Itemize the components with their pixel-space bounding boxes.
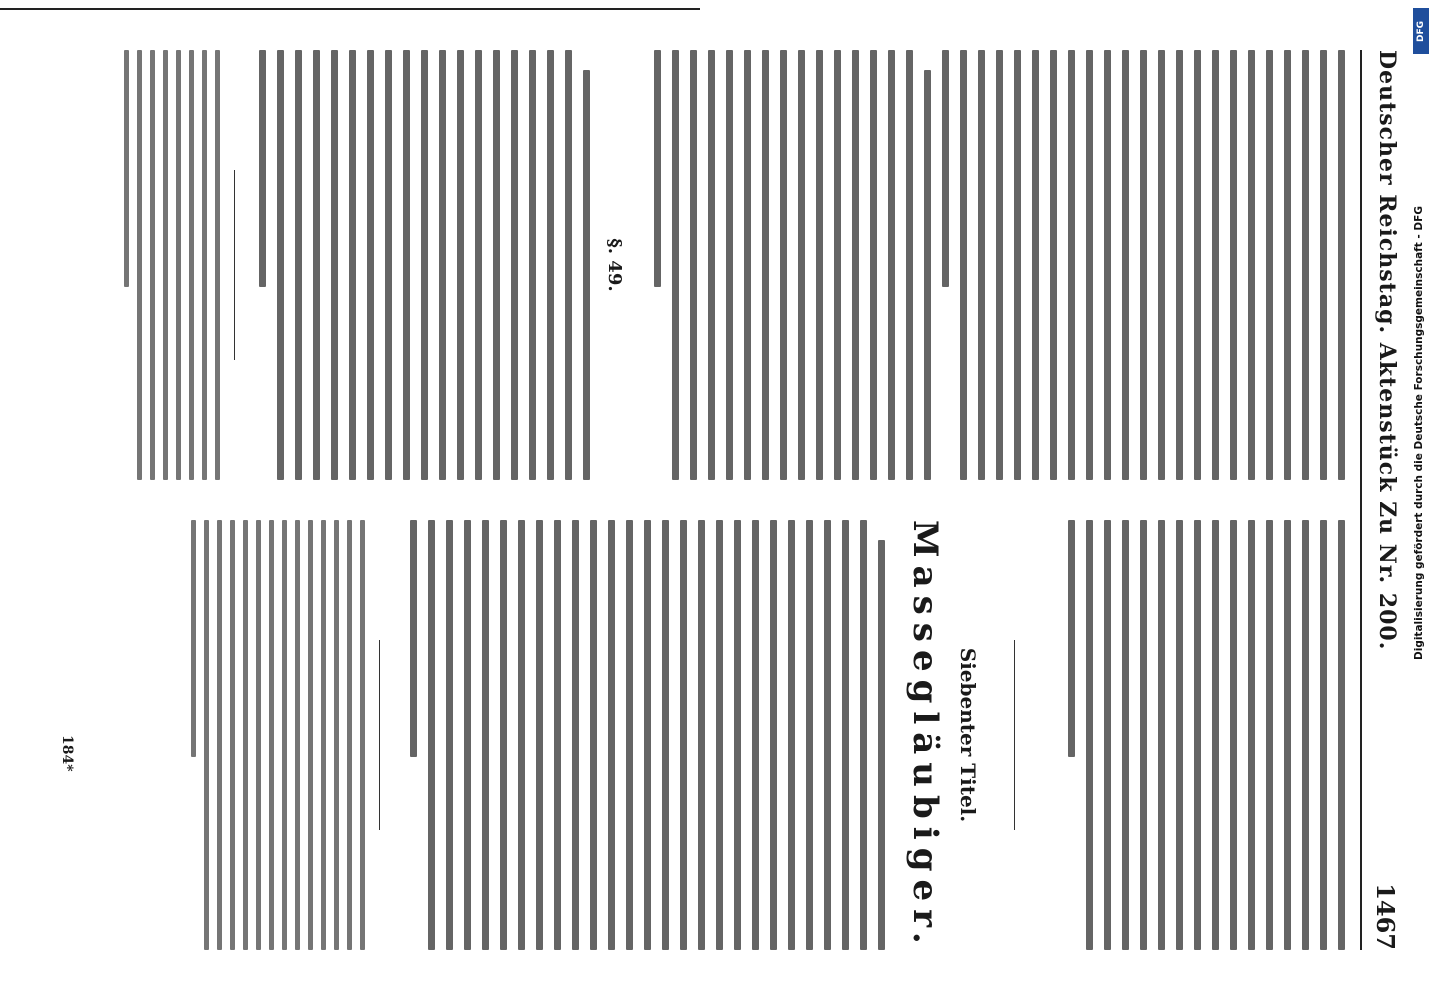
page-number: 1467 (1371, 883, 1400, 950)
body-text-block (1057, 520, 1345, 950)
folio-mark: 184* (59, 735, 75, 772)
funding-note: Digitalisierung gefördert durch die Deutsche Forschungsgemeinschaft - DFG (1413, 206, 1425, 660)
document-page (60, 20, 1420, 980)
column-right (59, 520, 1345, 952)
footnote-rule (379, 640, 380, 830)
body-text-block (643, 50, 1345, 480)
footnote-rule (234, 170, 235, 360)
title-heading: Siebenter Titel. (956, 647, 980, 823)
dfg-badge: DFG (1413, 8, 1429, 54)
body-text-block (399, 520, 885, 950)
body-text-block (248, 50, 590, 480)
footnote-block (116, 50, 220, 480)
column-left (75, 50, 1345, 480)
header-rule (1360, 50, 1362, 950)
running-header (1360, 50, 1400, 950)
footnote-block (183, 520, 365, 950)
section-rule (1014, 640, 1015, 830)
top-rule (0, 8, 700, 10)
running-title: Deutscher Reichstag. Aktenstück Zu Nr. 200. (1374, 50, 1400, 651)
section-heading: §. 49. (604, 238, 625, 292)
title-main: Massegläubiger. (905, 520, 945, 952)
